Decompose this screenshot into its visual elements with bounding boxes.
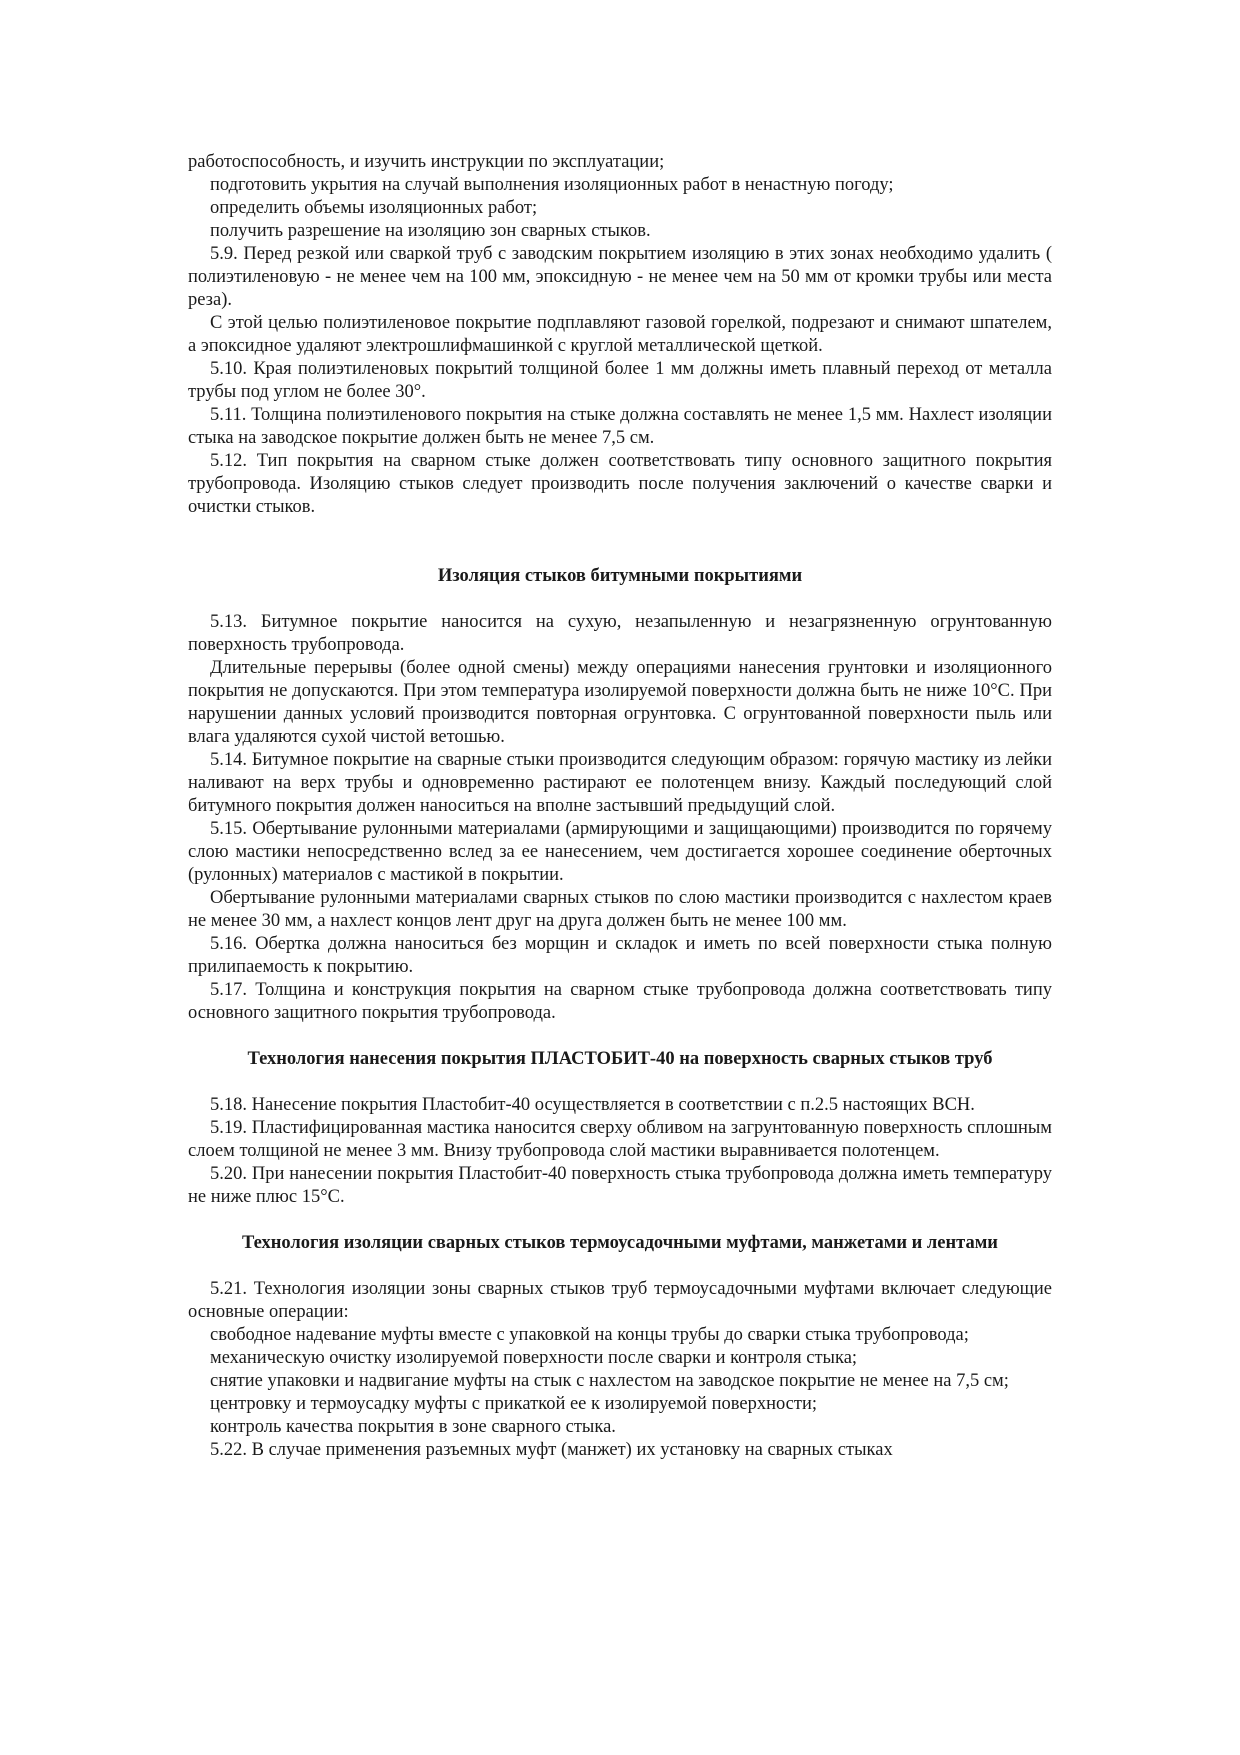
document-page <box>188 151 1052 1462</box>
paragraph: 5.9. Перед резкой или сваркой труб с заводским покрытием изоляцию в этих зонах необходимо удалить ( полиэтиленовую - не менее чем на 100 мм, эпоксидную - не менее чем на 50 мм от кромки трубы или места реза). <box>188 244 1052 310</box>
paragraph: работоспособность, и изучить инструкции по эксплуатации; <box>188 152 665 172</box>
paragraph: подготовить укрытия на случай выполнения изоляционных работ в ненастную погоду; <box>210 175 894 195</box>
paragraph: 5.19. Пластифицированная мастика наносится сверху обливом на загрунтованную поверхность сплошным слоем толщиной не менее 3 мм. Внизу трубопровода слой мастики выравнивается полотенцем. <box>188 1118 1052 1161</box>
paragraph: 5.15. Обертывание рулонными материалами (армирующими и защищающими) производится по горячему слою мастики непосредственно вслед за ее нанесением, чем достигается хорошее соединение оберточных (рулонных) материалов с мастикой в покрытии. <box>188 819 1052 885</box>
paragraph: 5.21. Технология изоляции зоны сварных стыков труб термоусадочными муфтами включает следующие основные операции: <box>188 1279 1052 1322</box>
paragraph: С этой целью полиэтиленовое покрытие подплавляют газовой горелкой, подрезают и снимают шпателем, а эпоксидное удаляют электрошлифмашинкой с круглой металлической щеткой. <box>188 313 1052 356</box>
paragraph: снятие упаковки и надвигание муфты на стык с нахлестом на заводское покрытие не менее на 7,5 см; <box>210 1371 1009 1391</box>
paragraph: центровку и термоусадку муфты с прикаткой ее к изолируемой поверхности; <box>210 1394 818 1414</box>
paragraph: свободное надевание муфты вместе с упаковкой на концы трубы до сварки стыка трубопровода; <box>210 1325 969 1345</box>
paragraph: 5.11. Толщина полиэтиленового покрытия на стыке должна составлять не менее 1,5 мм. Нахлест изоляции стыка на заводское покрытие должен быть не менее 7,5 см. <box>188 405 1052 448</box>
paragraph: 5.18. Нанесение покрытия Пластобит-40 осуществляется в соответствии с п.2.5 настоящих ВСН. <box>210 1095 975 1115</box>
paragraph: 5.13. Битумное покрытие наносится на сухую, незапыленную и незагрязненную огрунтованную поверхность трубопровода. <box>188 612 1052 655</box>
section-heading: Технология изоляции сварных стыков термоусадочными муфтами, манжетами и лентами <box>242 1233 998 1253</box>
paragraph: 5.22. В случае применения разъемных муфт (манжет) их установку на сварных стыках <box>210 1440 893 1460</box>
paragraph: получить разрешение на изоляцию зон сварных стыков. <box>210 221 651 241</box>
paragraph: 5.14. Битумное покрытие на сварные стыки производится следующим образом: горячую мастику из лейки наливают на верх трубы и одновременно растирают ее полотенцем внизу. Каждый последующий слой битумного покрытия должен наноситься на вполне застывший предыдущий слой. <box>188 750 1052 816</box>
paragraph: 5.10. Края полиэтиленовых покрытий толщиной более 1 мм должны иметь плавный переход от металла трубы под углом не более 30°. <box>188 359 1052 402</box>
paragraph: Обертывание рулонными материалами сварных стыков по слою мастики производится с нахлестом краев не менее 30 мм, а нахлест концов лент друг на друга должен быть не менее 100 мм. <box>188 888 1052 931</box>
paragraph: контроль качества покрытия в зоне сварного стыка. <box>210 1417 616 1437</box>
paragraph: 5.20. При нанесении покрытия Пластобит-40 поверхность стыка трубопровода должна иметь температуру не ниже плюс 15°С. <box>188 1164 1052 1207</box>
paragraph: 5.12. Тип покрытия на сварном стыке должен соответствовать типу основного защитного покрытия трубопровода. Изоляцию стыков следует производить после получения заключений о качестве сварки и очистки стыков. <box>188 451 1052 517</box>
paragraph: 5.16. Обертка должна наноситься без морщин и складок и иметь по всей поверхности стыка полную прилипаемость к покрытию. <box>188 934 1052 977</box>
paragraph: механическую очистку изолируемой поверхности после сварки и контроля стыка; <box>210 1348 858 1368</box>
section-2 <box>188 611 1052 1025</box>
section-heading: Изоляция стыков битумными покрытиями <box>437 566 803 586</box>
paragraph: 5.17. Толщина и конструкция покрытия на сварном стыке трубопровода должна соответствовать типу основного защитного покрытия трубопровода. <box>188 980 1052 1023</box>
section-3 <box>188 1094 1052 1209</box>
section-4 <box>188 1278 1052 1462</box>
section-1 <box>188 151 1052 519</box>
section-heading: Технология нанесения покрытия ПЛАСТОБИТ-40 на поверхность сварных стыков труб <box>247 1049 993 1069</box>
paragraph: определить объемы изоляционных работ; <box>210 198 538 218</box>
paragraph: Длительные перерывы (более одной смены) между операциями нанесения грунтовки и изоляционного покрытия не допускаются. При этом температура изолируемой поверхности должна быть не ниже 10°С. При нарушении данных условий производится повторная огрунтовка. С огрунтованной поверхности пыль или влага удаляются сухой чистой ветошью. <box>188 658 1052 747</box>
